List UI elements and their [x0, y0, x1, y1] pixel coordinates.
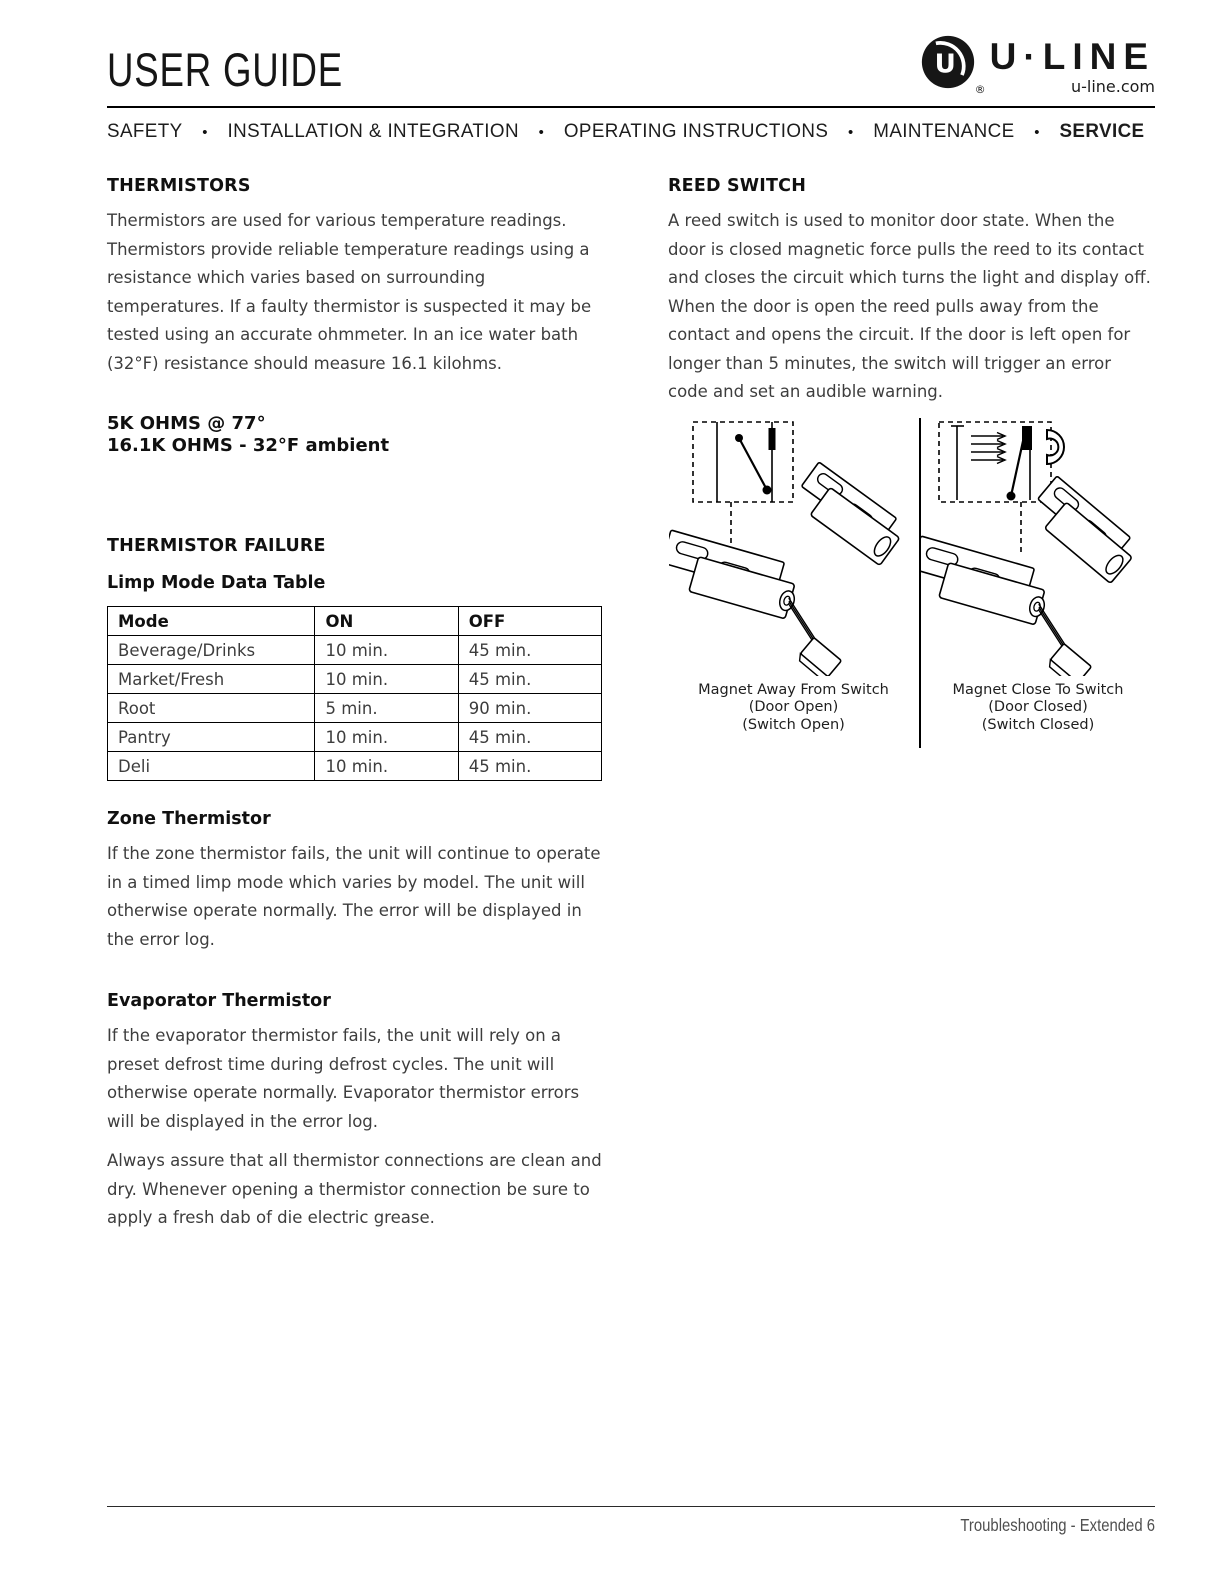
footer-page-label: Troubleshooting - Extended 6 [960, 1515, 1155, 1535]
evaporator-thermistor-heading: Evaporator Thermistor [107, 991, 331, 1011]
reed-switch-figures [668, 418, 1155, 754]
caption-line: (Door Open) [748, 699, 839, 715]
table-header-row [108, 607, 602, 636]
column-header-off: OFF [458, 607, 601, 636]
brand-website: u-line.com [1070, 77, 1155, 96]
table-cell: 10 min. [315, 665, 458, 694]
zone-thermistor-paragraph: If the zone thermistor fails, the unit will continue to operate in a timed limp mode which varies by model. The unit will otherwise operate normally. The error will be displayed in the error log. [107, 844, 601, 949]
table-row [108, 636, 602, 665]
ohms-spec-line1: 5K OHMS @ 77° [107, 413, 266, 434]
table-cell: 45 min. [458, 665, 601, 694]
table-cell: 10 min. [315, 752, 458, 781]
table-cell: Beverage/Drinks [108, 636, 315, 665]
caption-line: Magnet Away From Switch [698, 681, 889, 698]
table-cell: 90 min. [458, 694, 601, 723]
reed-switch-door-open-figure [668, 418, 919, 754]
reed-switch-closed-diagram-icon [921, 418, 1171, 676]
table-cell: Root [108, 694, 315, 723]
figure-caption [921, 682, 1155, 735]
zone-thermistor-heading: Zone Thermistor [107, 809, 271, 829]
nav-item-installation: INSTALLATION & INTEGRATION [227, 121, 519, 142]
page-title: USER GUIDE [107, 43, 343, 96]
caption-line: Magnet Close To Switch [952, 681, 1124, 698]
table-row [108, 723, 602, 752]
bullet-separator: • [847, 123, 854, 141]
nav-item-maintenance: MAINTENANCE [873, 121, 1015, 142]
column-header-on: ON [315, 607, 458, 636]
caption-line: (Door Closed) [988, 699, 1088, 715]
brand-wordmark: U·LINE [989, 36, 1155, 77]
thermistor-failure-heading: THERMISTOR FAILURE [107, 536, 326, 556]
reed-switch-heading: REED SWITCH [668, 176, 807, 196]
thermistors-heading: THERMISTORS [107, 176, 251, 196]
limp-mode-subheading: Limp Mode Data Table [107, 573, 326, 593]
table-row [108, 694, 602, 723]
uline-logo [920, 34, 1155, 96]
thermistor-note-paragraph: Always assure that all thermistor connections are clean and dry. Whenever opening a thermistor connection be sure to apply a fresh dab of die electric grease. [107, 1151, 602, 1227]
page-header [107, 34, 1155, 97]
reed-switch-paragraph: A reed switch is used to monitor door state. When the door is closed magnetic force pulls the reed to its contact and closes the circuit which turns the light and display off. When the door is open the reed pulls away from the contact and opens the circuit. If the door is left open for longer than 5 minutes, the switch will trigger an error code and set an audible warning. [668, 211, 1151, 401]
registered-trademark-icon: ® [974, 83, 986, 96]
limp-mode-table [107, 606, 602, 781]
caption-line: (Switch Closed) [981, 716, 1095, 733]
table-cell: Market/Fresh [108, 665, 315, 694]
nav-item-safety: SAFETY [107, 121, 183, 142]
table-cell: 5 min. [315, 694, 458, 723]
caption-line: (Switch Open) [742, 716, 845, 733]
left-column [107, 176, 607, 1233]
table-cell: 45 min. [458, 752, 601, 781]
evaporator-thermistor-paragraph: If the evaporator thermistor fails, the unit will rely on a preset defrost time during defrost cycles. The unit will otherwise operate normally. Evaporator thermistor errors will be displayed in the error log. [107, 1026, 580, 1131]
table-cell: 10 min. [315, 636, 458, 665]
bullet-separator: • [1034, 123, 1040, 141]
table-cell: Pantry [108, 723, 315, 752]
ohms-spec-line2: 16.1K OHMS - 32°F ambient [107, 434, 390, 456]
table-cell: 45 min. [458, 636, 601, 665]
uline-logo-mark [920, 34, 986, 96]
right-column [668, 176, 1155, 1233]
page-footer [107, 1506, 1155, 1536]
bullet-separator: • [538, 123, 545, 141]
thermistors-paragraph: Thermistors are used for various temperature readings. Thermistors provide reliable temperature readings using a resistance which varies based on surrounding temperatures. If a faulty thermistor is suspected it may be tested using an accurate ohmmeter. In an ice water bath (32°F) resistance should measure 16.1 kilohms. [107, 211, 592, 373]
figure-caption [668, 682, 919, 735]
table-row [108, 665, 602, 694]
table-row [108, 752, 602, 781]
nav-item-service: SERVICE [1059, 121, 1145, 142]
svg-text:U: U [934, 49, 956, 80]
table-cell: 10 min. [315, 723, 458, 752]
reed-switch-door-closed-figure [921, 418, 1155, 754]
section-nav [107, 121, 1145, 143]
nav-item-operating: OPERATING INSTRUCTIONS [563, 121, 829, 142]
reed-switch-open-diagram-icon [669, 418, 919, 676]
uline-logo-circle-icon [920, 34, 976, 90]
ohms-spec [107, 413, 607, 456]
table-cell: Deli [108, 752, 315, 781]
bullet-separator: • [202, 123, 208, 141]
table-cell: 45 min. [458, 723, 601, 752]
header-rule [107, 106, 1155, 108]
column-header-mode: Mode [108, 607, 315, 636]
